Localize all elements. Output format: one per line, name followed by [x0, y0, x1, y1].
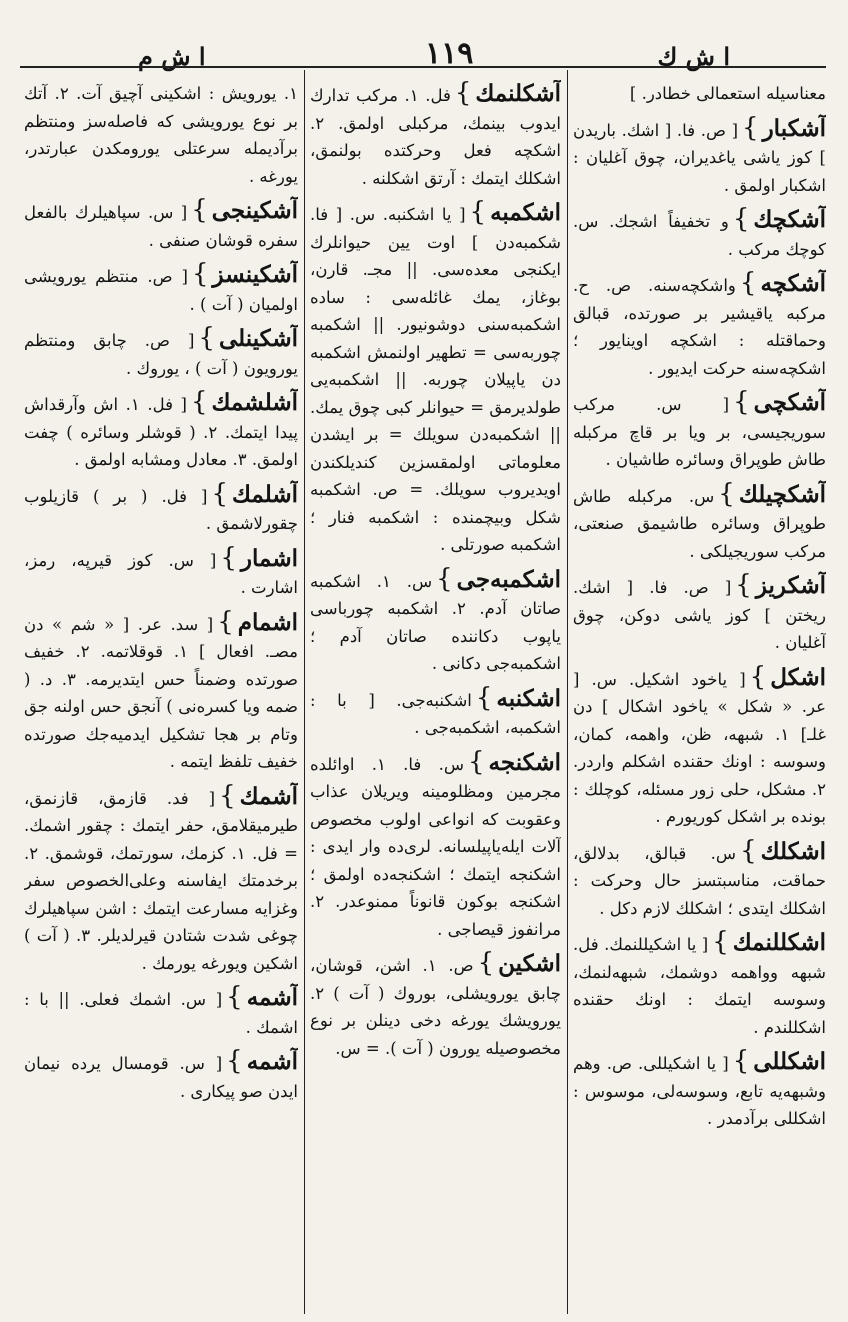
dictionary-entry — [573, 929, 826, 1041]
entry-headword: آشكچك — [753, 206, 826, 233]
entry-definition: [ س. اشمك فعلی. || با : اشمك . — [24, 990, 298, 1037]
brace-glyph: } — [732, 1046, 750, 1076]
brace-glyph: } — [220, 542, 237, 573]
brace-glyph: } — [198, 323, 215, 353]
entry-definition: فل. ١. مركب تدارك ایدوب بینمك، مركبلی اولمق. ٢. اشكچه فعل وحركتده بولنمق، اشكلك ایتمك : آرتق اشكلنه . — [310, 86, 561, 188]
entry-definition: واشكچه‌سنه. ص. ح. مركبه یاقیشیر بر صورتده، قبالق وحماقتله : اشكچه اوینایور ؛ اشكچه‌سنه حركت ایدیور . — [573, 276, 826, 378]
entry-headword: آشكینسز — [212, 261, 298, 288]
dictionary-entry — [573, 478, 826, 566]
brace-glyph: } — [732, 204, 750, 234]
entry-definition: [ س. سپاهیلرك بالفعل سفره قوشان صنفی . — [24, 203, 298, 250]
brace-glyph: } — [742, 112, 759, 143]
entry-headword: آشكبار — [762, 114, 826, 142]
entry-definition: س. قبالق، بدلالق، حماقت، مناسبتسز حال وحركت : اشكلك ایتدی ؛ اشكلك لازم دكل . — [573, 843, 826, 918]
dictionary-entry — [24, 389, 298, 474]
entry-definition: [ سد. عر. [ « شم » دن مصـ. افعال ] ١. قوقلاتمه. ٢. خفیف صورتده وضمناً حس ایتدیرمه. ٣. د. ( ضمه ویا كسره‌نی ) آنجق حس اولنه جق وتام بر هجا تشكیل ایدمیه‌جك صورتده خفیف تلفظ ایتمه . — [24, 614, 298, 771]
brace-glyph: } — [733, 387, 750, 417]
entry-headword: اشكمبه — [490, 199, 561, 226]
entry-definition: [ س. كوز قیرپه، رمز، اشارت . — [24, 550, 298, 597]
dictionary-entry — [573, 389, 826, 474]
dictionary-entry — [573, 835, 826, 923]
entry-definition: [ یا اشكیللنمك. فل. شبهه وواهمه دوشمك، شبهه‌لنمك، وسوسه ایتمك : اونك حقنده اشكللندم . — [573, 935, 826, 1037]
entry-headword: اشكنجه — [488, 748, 561, 776]
brace-glyph: } — [226, 1046, 243, 1076]
page-number: ١١٩ — [425, 36, 474, 71]
dictionary-entry — [573, 661, 826, 831]
dictionary-entry — [24, 780, 298, 978]
dictionary-entry — [573, 80, 826, 108]
dictionary-entry — [24, 325, 298, 382]
entry-headword: اشكل — [770, 663, 826, 691]
left-column — [24, 80, 298, 1314]
dictionary-entry — [24, 197, 298, 254]
header-rule — [20, 66, 826, 68]
entry-definition: س. ١. اشكمبه صاتان آدم. ٢. اشكمبه چورباسی یاپوب دكاننده صاتان آدم ؛ اشكمبه‌جی دكانی . — [310, 571, 561, 673]
entry-headword: اشكللی — [753, 1048, 826, 1075]
right-column — [573, 80, 826, 1314]
dictionary-entry — [310, 80, 561, 192]
dictionary-entry — [310, 746, 561, 944]
header-left-letters: ا ش م — [138, 42, 206, 71]
entry-definition: [ س. مركب سوریجیسی، بر ویا بر قاچ مركبله طاش طوپراق وسائره طاشیان . — [573, 395, 826, 469]
entry-definition: س. فا. ١. اوائلده مجرمین ومظلومینه ویریلان عذاب وعقوبت كه انواعی اولوب مخصوص آلات ایله‌یاپیلسانه. لری‌ده وار ایدی : اشكنجه ایتمك ؛ اشكنجه‌ده اولمق ؛ اشكنجه بوكون قانوناً ممنوعدر. ٢. مرانفوز قیصاجی . — [310, 754, 561, 939]
entry-headword: آشكینلی — [218, 325, 298, 352]
brace-glyph: } — [191, 195, 208, 225]
brace-glyph: } — [475, 682, 493, 713]
entry-headword: اشكلك — [760, 837, 826, 865]
entry-definition: و تخفیفاً اشجك. س. كوچك مركب . — [573, 212, 826, 259]
entry-definition: اشكنبه‌جی. [ با : اشكمبه، اشكمبه‌جی . — [310, 690, 561, 737]
entry-definition: [ س. قومسال یرده نیمان ایدن صو پیكاری . — [24, 1054, 298, 1101]
entry-definition: س. مركبله طاش طوپراق وسائره طاشیمق صنعتی، مركب سوریجیلكی . — [573, 486, 826, 561]
entry-definition: [ فد. قازمق، قازنمق، طیرمیقلامق، حفر ایتمك : چقور اشمك. = فل. ١. كزمك، سورتمك، قوشمق. ٢. برخدمتك ایفاسنه وعلی‌الخصوص سفر وغزایه مسارعت ایتمك : اشن سپاهیلرك چوغی شدت شتادن قیرلدیلر. ٣. ( آت ) اشكین ویورغه یورمك . — [24, 788, 298, 973]
brace-glyph: } — [454, 80, 472, 108]
brace-glyph: } — [219, 780, 236, 811]
entry-headword: آشكلنمك — [475, 80, 561, 107]
dictionary-entry — [573, 206, 826, 263]
entry-definition: ١. یورویش : اشكینی آچیق آت. ٢. آتك بر نوع یورویشی كه فاصله‌سز ومنتظم برآدیمله سرعتلی یورومكدن عبارتدر، یورغه . — [24, 84, 298, 186]
brace-glyph: } — [740, 835, 757, 866]
dictionary-entry — [24, 261, 298, 318]
entry-definition: معناسیله استعمالی خطادر. ] — [629, 84, 826, 103]
brace-glyph: } — [436, 563, 453, 594]
dictionary-entry — [24, 984, 298, 1041]
column-divider — [567, 70, 568, 1314]
brace-glyph: } — [749, 661, 767, 692]
brace-glyph: } — [226, 982, 243, 1012]
entry-definition: [ یا اشكیللی. ص. وهم وشبهه‌یه تابع، وسوسه‌لی، موسوس : اشكللی برآدمدر . — [573, 1054, 826, 1128]
entry-definition: ص. ١. اشن، قوشان، چابق یورویشلی، بوروك ( آت ) ٢. یورویشك یورغه دخی دینلن بر نوع مخصوصیله یورون ( آت ). = س. — [310, 956, 561, 1058]
dictionary-entry — [310, 563, 561, 678]
brace-glyph: } — [190, 387, 208, 417]
entry-headword: آشمك — [239, 782, 298, 810]
brace-glyph: } — [469, 197, 487, 227]
entry-headword: آشلشمك — [211, 389, 298, 416]
column-divider — [304, 70, 305, 1314]
columns-area — [20, 70, 826, 1314]
entry-headword: اشكنبه — [496, 684, 561, 712]
middle-column — [310, 80, 561, 1314]
brace-glyph: } — [211, 478, 229, 509]
entry-headword: آشمه — [246, 984, 298, 1011]
dictionary-entry — [310, 682, 561, 742]
entry-headword: اشمام — [237, 608, 298, 636]
brace-glyph: } — [712, 927, 729, 957]
brace-glyph: } — [467, 746, 485, 777]
dictionary-entry — [24, 542, 298, 602]
entry-headword: آشكینجی — [211, 197, 298, 224]
entry-definition: [ یا اشكنبه. س. [ فا. شكمبه‌دن ] اوت یین حیوانلرك ایكنجی معده‌سی. || مجـ. قارن، بوغاز، یمك غائله‌سی : ساده اشكمبه‌سنی دوشونیور. || اشكمبه چوربه‌سی = تطهیر اولنمش اشكمبه دن یاپیلان چوربه. || اشكمبه‌یی طولدیرمق = حیوانلر كبی چوق یمك. || اشكمبه‌دن سویلك = بر ایشدن معلوماتی اولمقسزین كندیلكندن اویدیروب سویلك. = ص. اشكمبه شكل وبیچمنده : اشكمبه فنار ؛ اشكمبه صورتلی . — [310, 205, 561, 554]
dictionary-entry — [573, 572, 826, 657]
entry-headword: آشكریز — [755, 572, 826, 599]
entry-headword: آشمه — [246, 1048, 298, 1075]
dictionary-entry — [310, 199, 561, 559]
dictionary-entry — [573, 270, 826, 382]
dictionary-entry — [24, 80, 298, 190]
brace-glyph: } — [739, 268, 757, 298]
dictionary-entry — [310, 950, 561, 1062]
header-right-letters: ا ش ك — [657, 42, 730, 71]
entry-headword: آشكچی — [753, 389, 826, 416]
brace-glyph: } — [217, 606, 234, 637]
entry-headword: اشكمبه‌جی — [456, 565, 561, 593]
entry-headword: اشكللنمك — [732, 929, 826, 956]
entry-definition: [ ص. فا. [ اشك. باریدن ] كوز یاشی یاغدیران، چوق آغلیان : اشكبار اولمق . — [573, 120, 826, 195]
entry-definition: [ فل. ( بر ) قازیلوب چقورلاشمق . — [24, 486, 298, 533]
entry-headword: آشلمك — [232, 480, 298, 508]
entry-headword: آشكچه — [760, 270, 826, 297]
entry-headword: اشمار — [240, 544, 298, 572]
dictionary-entry — [24, 606, 298, 776]
dictionary-entry — [573, 112, 826, 200]
dictionary-entry — [24, 1048, 298, 1105]
dictionary-entry — [573, 1048, 826, 1133]
entry-headword: اشكین — [498, 950, 561, 977]
entry-definition: [ ص. فا. [ اشك. ریختن ] كوز یاشی دوكن، چوق آغلیان . — [573, 578, 826, 652]
page-header — [20, 34, 828, 74]
brace-glyph: } — [718, 478, 735, 509]
brace-glyph: } — [735, 570, 752, 600]
brace-glyph: } — [192, 259, 209, 289]
entry-headword: آشكچیلك — [738, 480, 826, 508]
entry-definition: [ فل. ١. اش وآرقداش پیدا ایتمك. ٢. ( قوشلر وسائره ) چفت اولمق. ٣. معادل ومشابه اولمق . — [24, 395, 298, 469]
entry-definition: [ یاخود اشكیل. س. [ عر. « شكل » یاخود اشكال ] دن غلـ] ١. شبهه، ظن، واهمه، كمان، وسوسه : اونك حقنده اشكلم واردر. ٢. مشكل، حلی زور مسئله، كوچلك : بونده بر اشكل كوریورم . — [573, 669, 826, 826]
dictionary-entry — [24, 478, 298, 538]
entry-definition: [ ص. منتظم یورویشی اولمیان ( آت ) . — [24, 267, 298, 314]
entry-definition: [ ص. چابق ومنتظم یورویون ( آت ) ، یوروك . — [24, 331, 298, 378]
brace-glyph: } — [477, 948, 495, 978]
